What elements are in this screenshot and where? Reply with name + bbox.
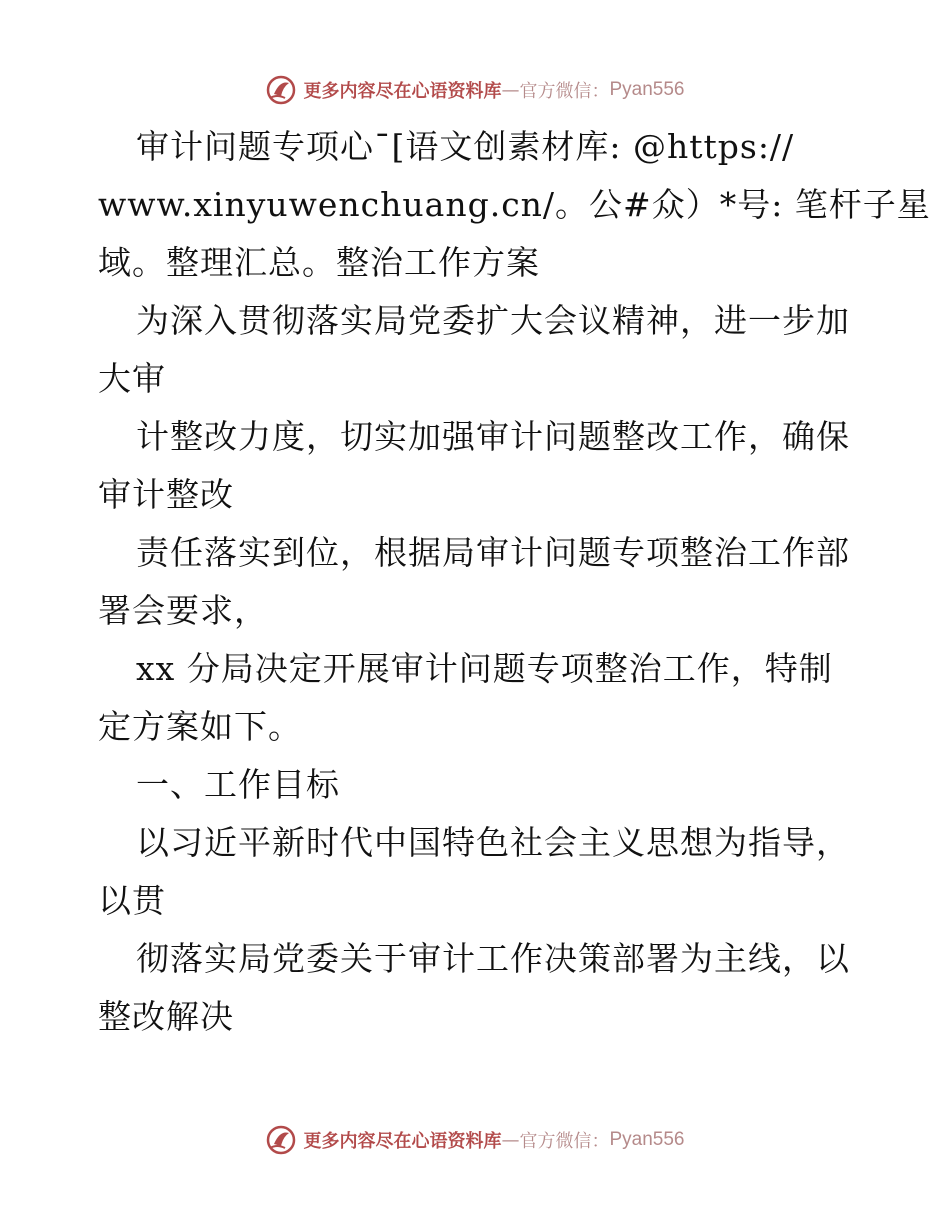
banner-separator: — [501, 79, 520, 101]
text-line: 大审 [98, 359, 166, 398]
footer-banner [0, 1120, 950, 1160]
text-line: 域。整理汇总。整治工作方案 [98, 243, 540, 282]
text-line: 审计整改 [98, 475, 234, 514]
text-line: 整改解决 [98, 997, 234, 1036]
text-line: 为深入贯彻落实局党委扩大会议精神，进一步加 [136, 301, 850, 340]
text-line: 定方案如下。 [98, 707, 302, 746]
banner-separator: — [501, 1129, 520, 1151]
banner-wechat-id: Pyan556 [609, 79, 685, 100]
text-line: 审计问题专项心¯[语文创素材库: @https:// [136, 127, 795, 166]
banner-wechat-id: Pyan556 [609, 1129, 685, 1150]
document-body [98, 118, 931, 1046]
text-line: 彻落实局党委关于审计工作决策部署为主线，以 [136, 939, 850, 978]
text-line: 以贯 [98, 881, 166, 920]
logo-icon [265, 74, 297, 106]
header-banner [0, 70, 950, 110]
section-heading: 一、工作目标 [136, 765, 340, 804]
text-line: 以习近平新时代中国特色社会主义思想为指导， [136, 823, 850, 862]
banner-title: 更多内容尽在心语资料库 [303, 81, 502, 102]
text-line: 署会要求， [98, 591, 268, 630]
text-line: xx 分局决定开展审计问题专项整治工作，特制 [136, 649, 833, 688]
banner-wechat-label: 官方微信： [519, 81, 610, 102]
text-line: 计整改力度，切实加强审计问题整改工作，确保 [136, 417, 850, 456]
banner-wechat-label: 官方微信： [519, 1131, 610, 1152]
text-line: 责任落实到位，根据局审计问题专项整治工作部 [136, 533, 850, 572]
banner-title: 更多内容尽在心语资料库 [303, 1131, 502, 1152]
text-line: www.xinyuwenchuang.cn/。公#众）*号: 笔杆子星 [98, 185, 931, 224]
logo-icon [265, 1124, 297, 1156]
